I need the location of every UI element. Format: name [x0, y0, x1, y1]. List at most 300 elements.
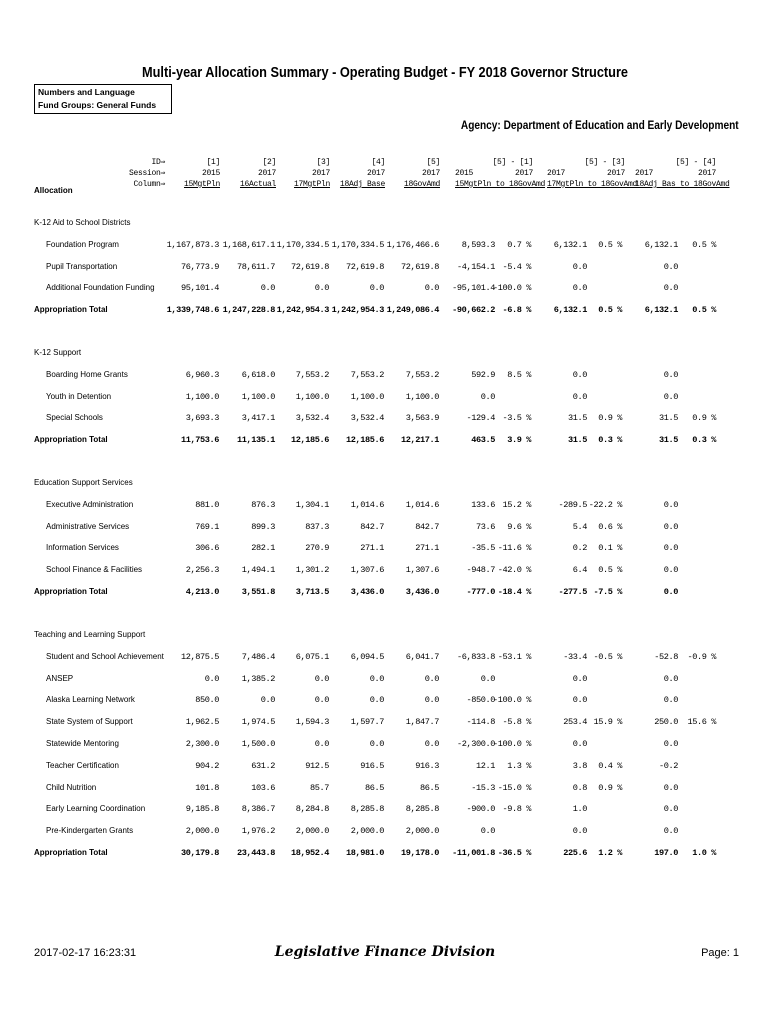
- value-cell: 8,386.7: [241, 804, 275, 815]
- value-cell: 86.5: [364, 782, 384, 793]
- value-cell: 0.0: [369, 695, 384, 706]
- header-col-4-session: 2017: [366, 169, 385, 178]
- header-diff-2-left: 2017: [547, 169, 566, 178]
- percent-cell: 15.2 %: [502, 499, 531, 510]
- footer-division-name: Legislative Finance Division: [274, 944, 496, 960]
- value-cell: 1,100.0: [405, 391, 439, 402]
- table-row: [0, 674, 770, 688]
- value-cell: 3,713.5: [295, 587, 329, 597]
- value-cell: 101.8: [195, 782, 219, 793]
- header-col-4-column: 18Adj Base: [339, 180, 385, 189]
- header-diff-2-right: 2017: [606, 169, 625, 178]
- percent-cell: 0.6 %: [598, 521, 622, 532]
- allocation-name: School Finance & Facilities: [46, 565, 143, 575]
- value-cell: 282.1: [251, 543, 275, 554]
- header-col-1-column: 15MgtPln: [183, 180, 220, 189]
- value-cell: 72,619.8: [345, 261, 384, 272]
- value-cell: 1,249,086.4: [386, 305, 439, 316]
- difference-cell: -2,300.0: [456, 739, 495, 749]
- allocation-name: Student and School Achievement: [46, 651, 164, 661]
- percent-cell: 15.6 %: [687, 717, 716, 728]
- value-cell: 1,976.2: [241, 826, 275, 837]
- header-diff-3-id: [5] - [4]: [675, 158, 716, 167]
- difference-cell: -900.0: [466, 804, 495, 815]
- value-cell: 1,307.6: [350, 565, 384, 576]
- value-cell: 1,962.5: [185, 717, 219, 728]
- difference-cell: 0.0: [663, 673, 678, 684]
- section-heading: [0, 478, 770, 492]
- allocation-name: Teacher Certification: [46, 760, 119, 770]
- total-label: Appropriation Total: [34, 848, 108, 857]
- value-cell: 85.7: [309, 782, 329, 793]
- value-cell: 11,135.1: [236, 435, 275, 446]
- value-cell: 769.1: [195, 521, 219, 532]
- difference-cell: 0.0: [572, 739, 587, 749]
- value-cell: 6,094.5: [350, 651, 384, 662]
- value-cell: 0.0: [314, 739, 329, 749]
- difference-cell: 6.4: [572, 565, 587, 576]
- header-col-3-id: [3]: [316, 158, 330, 167]
- value-cell: 916.5: [360, 760, 384, 771]
- header-diff-2-desc: 17MgtPln to 18GovAmd: [547, 180, 638, 189]
- difference-cell: 6,132.1: [644, 239, 678, 250]
- value-cell: 1,170,334.5: [276, 239, 329, 250]
- percent-cell: -100.0 %: [492, 283, 531, 294]
- allocation-name: Special Schools: [46, 413, 103, 423]
- value-cell: 3,436.0: [405, 587, 439, 597]
- value-cell: 1,494.1: [241, 565, 275, 576]
- difference-cell: 73.6: [475, 521, 495, 532]
- value-cell: 270.9: [305, 543, 329, 554]
- header-diff-3-left: 2017: [635, 169, 654, 178]
- report-info-box: [34, 84, 172, 114]
- percent-cell: -9.8 %: [502, 804, 531, 815]
- difference-cell: 0.0: [663, 695, 678, 706]
- difference-cell: 0.0: [663, 521, 678, 532]
- value-cell: 76,773.9: [180, 261, 219, 272]
- difference-cell: 133.6: [471, 499, 495, 510]
- value-cell: 1,307.6: [405, 565, 439, 576]
- header-session-label: Session⇒: [128, 169, 165, 178]
- difference-cell: -114.8: [466, 717, 495, 728]
- header-col-5: [385, 157, 440, 190]
- percent-cell: 0.5 %: [598, 305, 622, 316]
- value-cell: 1,847.7: [405, 717, 439, 728]
- value-cell: 881.0: [195, 499, 219, 510]
- value-cell: 899.3: [251, 521, 275, 532]
- difference-cell: -15.3: [471, 782, 495, 793]
- allocation-name: Administrative Services: [46, 521, 130, 531]
- difference-cell: -35.5: [471, 543, 495, 554]
- percent-cell: 0.3 %: [692, 435, 716, 446]
- difference-cell: 0.0: [663, 565, 678, 576]
- total-label: Appropriation Total: [34, 305, 108, 315]
- info-line-numbers-language: Numbers and Language: [38, 87, 135, 97]
- table-row: [0, 565, 770, 579]
- value-cell: 837.3: [305, 521, 329, 532]
- value-cell: 1,385.2: [241, 673, 275, 684]
- percent-cell: 9.6 %: [507, 521, 531, 532]
- percent-cell: -5.8 %: [502, 717, 531, 728]
- value-cell: 95,101.4: [180, 283, 219, 294]
- value-cell: 7,553.2: [405, 369, 439, 380]
- value-cell: 12,185.6: [290, 435, 329, 446]
- difference-cell: -289.5: [558, 499, 587, 510]
- percent-cell: -5.4 %: [502, 261, 531, 272]
- value-cell: 904.2: [195, 760, 219, 771]
- value-cell: 19,178.0: [400, 848, 439, 858]
- section-heading-label: Teaching and Learning Support: [34, 630, 146, 639]
- table-row: [0, 522, 770, 536]
- allocation-name: Pre-Kindergarten Grants: [46, 826, 134, 836]
- value-cell: 12,185.6: [345, 435, 384, 446]
- value-cell: 18,952.4: [290, 848, 329, 858]
- difference-cell: 225.6: [563, 848, 587, 858]
- value-cell: 6,618.0: [241, 369, 275, 380]
- percent-cell: 0.9 %: [598, 413, 622, 424]
- table-row: [0, 739, 770, 753]
- header-col-3-column: 17MgtPln: [293, 180, 330, 189]
- value-cell: 3,532.4: [350, 413, 384, 424]
- percent-cell: 3.9 %: [507, 435, 531, 446]
- value-cell: 72,619.8: [290, 261, 329, 272]
- value-cell: 1,339,748.6: [166, 305, 219, 316]
- header-label-column: [110, 157, 165, 190]
- percent-cell: 0.5 %: [598, 565, 622, 576]
- percent-cell: -6.8 %: [502, 305, 531, 316]
- value-cell: 3,551.8: [241, 587, 275, 597]
- allocation-name: Boarding Home Grants: [46, 369, 128, 379]
- value-cell: 23,443.8: [236, 848, 275, 858]
- header-col-2-column: 16Actual: [239, 180, 276, 189]
- table-row: [0, 826, 770, 840]
- total-label: Appropriation Total: [34, 587, 108, 596]
- allocation-name: Child Nutrition: [46, 782, 97, 792]
- difference-cell: -850.0: [466, 695, 495, 706]
- difference-cell: 0.0: [572, 695, 587, 706]
- footer-timestamp: 2017-02-17 16:23:31: [34, 947, 137, 959]
- value-cell: 1,168,617.1: [222, 239, 275, 250]
- value-cell: 2,000.0: [295, 826, 329, 837]
- header-col-1: [160, 157, 220, 190]
- difference-cell: 0.0: [663, 804, 678, 815]
- value-cell: 1,597.7: [350, 717, 384, 728]
- value-cell: 7,553.2: [350, 369, 384, 380]
- difference-cell: 253.4: [563, 717, 587, 728]
- appropriation-total-row: [0, 587, 770, 601]
- difference-cell: -90,662.2: [452, 305, 495, 316]
- value-cell: 1,100.0: [350, 391, 384, 402]
- value-cell: 1,974.5: [241, 717, 275, 728]
- footer-page-number: Page: 1: [701, 947, 739, 959]
- header-diff-3: [635, 157, 730, 190]
- header-col-5-id: [5]: [426, 158, 440, 167]
- allocation-name: Alaska Learning Network: [46, 695, 135, 705]
- percent-cell: 0.7 %: [507, 239, 531, 250]
- value-cell: 0.0: [314, 283, 329, 294]
- value-cell: 4,213.0: [185, 587, 219, 597]
- difference-cell: 0.0: [480, 826, 495, 837]
- header-diff-3-right: 2017: [697, 169, 716, 178]
- table-row: [0, 240, 770, 254]
- header-col-5-column: 18GovAmd: [403, 180, 440, 189]
- allocation-name: Executive Administration: [46, 499, 134, 509]
- value-cell: 2,000.0: [350, 826, 384, 837]
- value-cell: 1,014.6: [405, 499, 439, 510]
- difference-cell: 0.0: [663, 587, 678, 597]
- allocation-header: Allocation: [34, 186, 73, 195]
- appropriation-total-row: [0, 435, 770, 449]
- value-cell: 7,553.2: [295, 369, 329, 380]
- value-cell: 271.1: [360, 543, 384, 554]
- value-cell: 1,176,466.6: [386, 239, 439, 250]
- difference-cell: -52.8: [654, 651, 678, 662]
- value-cell: 1,100.0: [185, 391, 219, 402]
- value-cell: 0.0: [260, 695, 275, 706]
- difference-cell: 31.5: [658, 435, 678, 446]
- percent-cell: -11.6 %: [497, 543, 531, 554]
- value-cell: 271.1: [415, 543, 439, 554]
- value-cell: 0.0: [369, 673, 384, 684]
- difference-cell: 0.0: [663, 739, 678, 749]
- difference-cell: 0.0: [663, 499, 678, 510]
- difference-cell: 0.0: [663, 543, 678, 554]
- percent-cell: -53.1 %: [497, 651, 531, 662]
- value-cell: 0.0: [369, 739, 384, 749]
- table-row: [0, 783, 770, 797]
- header-col-5-session: 2017: [421, 169, 440, 178]
- difference-cell: -277.5: [558, 587, 587, 597]
- header-col-2-session: 2017: [257, 169, 276, 178]
- difference-cell: -948.7: [466, 565, 495, 576]
- percent-cell: -22.2 %: [588, 499, 622, 510]
- allocation-name: ANSEP: [46, 673, 74, 683]
- value-cell: 72,619.8: [400, 261, 439, 272]
- difference-cell: -95,101.4: [452, 283, 495, 294]
- value-cell: 3,417.1: [241, 413, 275, 424]
- difference-cell: -777.0: [466, 587, 495, 597]
- header-diff-1: [455, 157, 546, 190]
- difference-cell: 0.0: [572, 261, 587, 272]
- allocation-name: Information Services: [46, 543, 119, 553]
- difference-cell: 1.0: [572, 804, 587, 815]
- value-cell: 631.2: [251, 760, 275, 771]
- difference-cell: 0.0: [663, 826, 678, 837]
- table-row: [0, 500, 770, 514]
- difference-cell: 250.0: [654, 717, 678, 728]
- value-cell: 6,960.3: [185, 369, 219, 380]
- value-cell: 0.0: [369, 283, 384, 294]
- percent-cell: -100.0 %: [492, 739, 531, 749]
- header-diff-1-id: [5] - [1]: [492, 158, 533, 167]
- value-cell: 2,000.0: [185, 826, 219, 837]
- value-cell: 8,285.8: [405, 804, 439, 815]
- difference-cell: 0.0: [663, 369, 678, 380]
- header-col-4-id: [4]: [371, 158, 385, 167]
- value-cell: 6,041.7: [405, 651, 439, 662]
- difference-cell: 0.0: [572, 369, 587, 380]
- difference-cell: 197.0: [654, 848, 678, 858]
- value-cell: 3,693.3: [185, 413, 219, 424]
- value-cell: 11,753.6: [180, 435, 219, 446]
- value-cell: 7,486.4: [241, 651, 275, 662]
- difference-cell: 5.4: [572, 521, 587, 532]
- allocation-name: Statewide Mentoring: [46, 739, 119, 748]
- value-cell: 1,301.2: [295, 565, 329, 576]
- value-cell: 18,981.0: [345, 848, 384, 858]
- value-cell: 912.5: [305, 760, 329, 771]
- value-cell: 1,014.6: [350, 499, 384, 510]
- value-cell: 916.3: [415, 760, 439, 771]
- difference-cell: 0.0: [572, 673, 587, 684]
- total-label: Appropriation Total: [34, 435, 108, 445]
- section-heading-label: K-12 Support: [34, 348, 82, 357]
- difference-cell: -0.2: [658, 760, 678, 771]
- percent-cell: 0.9 %: [598, 782, 622, 793]
- percent-cell: -0.5 %: [593, 651, 622, 662]
- section-heading: [0, 348, 770, 362]
- value-cell: 8,285.8: [350, 804, 384, 815]
- allocation-name: Foundation Program: [46, 239, 119, 249]
- header-id-label: ID⇒: [151, 158, 165, 167]
- difference-cell: -33.4: [563, 651, 587, 662]
- percent-cell: -7.5 %: [593, 587, 622, 597]
- percent-cell: 0.4 %: [598, 760, 622, 771]
- percent-cell: -100.0 %: [492, 695, 531, 706]
- value-cell: 103.6: [251, 782, 275, 793]
- value-cell: 2,300.0: [185, 739, 219, 749]
- allocation-name: State System of Support: [46, 717, 133, 727]
- difference-cell: 0.0: [572, 391, 587, 402]
- percent-cell: -15.0 %: [497, 782, 531, 793]
- percent-cell: 15.9 %: [593, 717, 622, 728]
- value-cell: 0.0: [424, 695, 439, 706]
- value-cell: 850.0: [195, 695, 219, 706]
- difference-cell: -11,001.8: [452, 848, 495, 858]
- section-heading-label: K-12 Aid to School Districts: [34, 218, 131, 227]
- difference-cell: 0.0: [480, 673, 495, 684]
- allocation-name: Additional Foundation Funding: [46, 283, 155, 293]
- header-diff-1-left: 2015: [455, 169, 474, 178]
- difference-cell: 3.8: [572, 760, 587, 771]
- table-row: [0, 652, 770, 666]
- difference-cell: 0.0: [663, 261, 678, 272]
- difference-cell: 0.8: [572, 782, 587, 793]
- header-col-3-session: 2017: [311, 169, 330, 178]
- section-heading-label: Education Support Services: [34, 478, 133, 487]
- difference-cell: -4,154.1: [456, 261, 495, 272]
- value-cell: 12,875.5: [180, 651, 219, 662]
- table-row: [0, 543, 770, 557]
- difference-cell: 12.1: [475, 760, 495, 771]
- difference-cell: 6,132.1: [553, 305, 587, 316]
- value-cell: 1,242,954.3: [276, 305, 329, 316]
- appropriation-total-row: [0, 848, 770, 862]
- value-cell: 3,532.4: [295, 413, 329, 424]
- value-cell: 306.6: [195, 543, 219, 554]
- value-cell: 842.7: [415, 521, 439, 532]
- difference-cell: 0.0: [572, 826, 587, 837]
- value-cell: 2,256.3: [185, 565, 219, 576]
- percent-cell: -0.9 %: [687, 651, 716, 662]
- table-row: [0, 695, 770, 709]
- value-cell: 12,217.1: [400, 435, 439, 446]
- value-cell: 1,170,334.5: [331, 239, 384, 250]
- percent-cell: -36.5 %: [497, 848, 531, 858]
- difference-cell: 8,593.3: [461, 239, 495, 250]
- header-col-1-session: 2015: [201, 169, 220, 178]
- difference-cell: 0.0: [663, 391, 678, 402]
- value-cell: 3,436.0: [350, 587, 384, 597]
- header-diff-3-desc: 18Adj Bas to 18GovAmd: [635, 180, 730, 189]
- appropriation-total-row: [0, 305, 770, 319]
- report-title: Multi-year Allocation Summary - Operating Budget - FY 2018 Governor Structure: [141, 64, 629, 81]
- difference-cell: 31.5: [567, 435, 587, 446]
- table-row: [0, 717, 770, 731]
- difference-cell: 6,132.1: [553, 239, 587, 250]
- header-col-4: [330, 157, 385, 190]
- value-cell: 0.0: [204, 673, 219, 684]
- agency-label: Agency: Department of Education and Early Development: [461, 120, 739, 132]
- value-cell: 0.0: [314, 695, 329, 706]
- percent-cell: -18.4 %: [497, 587, 531, 597]
- value-cell: 6,075.1: [295, 651, 329, 662]
- difference-cell: -129.4: [466, 413, 495, 424]
- value-cell: 0.0: [424, 283, 439, 294]
- header-diff-2: [547, 157, 638, 190]
- table-row: [0, 262, 770, 276]
- value-cell: 876.3: [251, 499, 275, 510]
- difference-cell: 0.2: [572, 543, 587, 554]
- percent-cell: 8.5 %: [507, 369, 531, 380]
- percent-cell: 0.9 %: [692, 413, 716, 424]
- percent-cell: 0.5 %: [598, 239, 622, 250]
- difference-cell: 0.0: [480, 391, 495, 402]
- info-line-fund-groups: Fund Groups: General Funds: [38, 100, 157, 110]
- allocation-name: Early Learning Coordination: [46, 804, 146, 814]
- value-cell: 0.0: [314, 673, 329, 684]
- percent-cell: 0.5 %: [692, 305, 716, 316]
- percent-cell: 0.1 %: [598, 543, 622, 554]
- value-cell: 0.0: [424, 673, 439, 684]
- allocation-name: Youth in Detention: [46, 391, 112, 401]
- section-heading: [0, 630, 770, 644]
- value-cell: 1,500.0: [241, 739, 275, 749]
- value-cell: 0.0: [260, 283, 275, 294]
- difference-cell: 31.5: [567, 413, 587, 424]
- value-cell: 30,179.8: [180, 848, 219, 858]
- value-cell: 1,100.0: [295, 391, 329, 402]
- value-cell: 0.0: [424, 739, 439, 749]
- difference-cell: 463.5: [471, 435, 495, 446]
- difference-cell: 0.0: [663, 283, 678, 294]
- header-diff-2-id: [5] - [3]: [584, 158, 625, 167]
- value-cell: 8,284.8: [295, 804, 329, 815]
- header-col-2: [220, 157, 276, 190]
- header-diff-1-right: 2017: [514, 169, 533, 178]
- difference-cell: 6,132.1: [644, 305, 678, 316]
- percent-cell: 0.5 %: [692, 239, 716, 250]
- value-cell: 1,167,873.3: [166, 239, 219, 250]
- percent-cell: 0.3 %: [598, 435, 622, 446]
- value-cell: 842.7: [360, 521, 384, 532]
- header-col-1-id: [1]: [206, 158, 220, 167]
- table-row: [0, 392, 770, 406]
- difference-cell: 592.9: [471, 369, 495, 380]
- table-row: [0, 761, 770, 775]
- percent-cell: 1.0 %: [692, 848, 716, 858]
- header-col-3: [276, 157, 330, 190]
